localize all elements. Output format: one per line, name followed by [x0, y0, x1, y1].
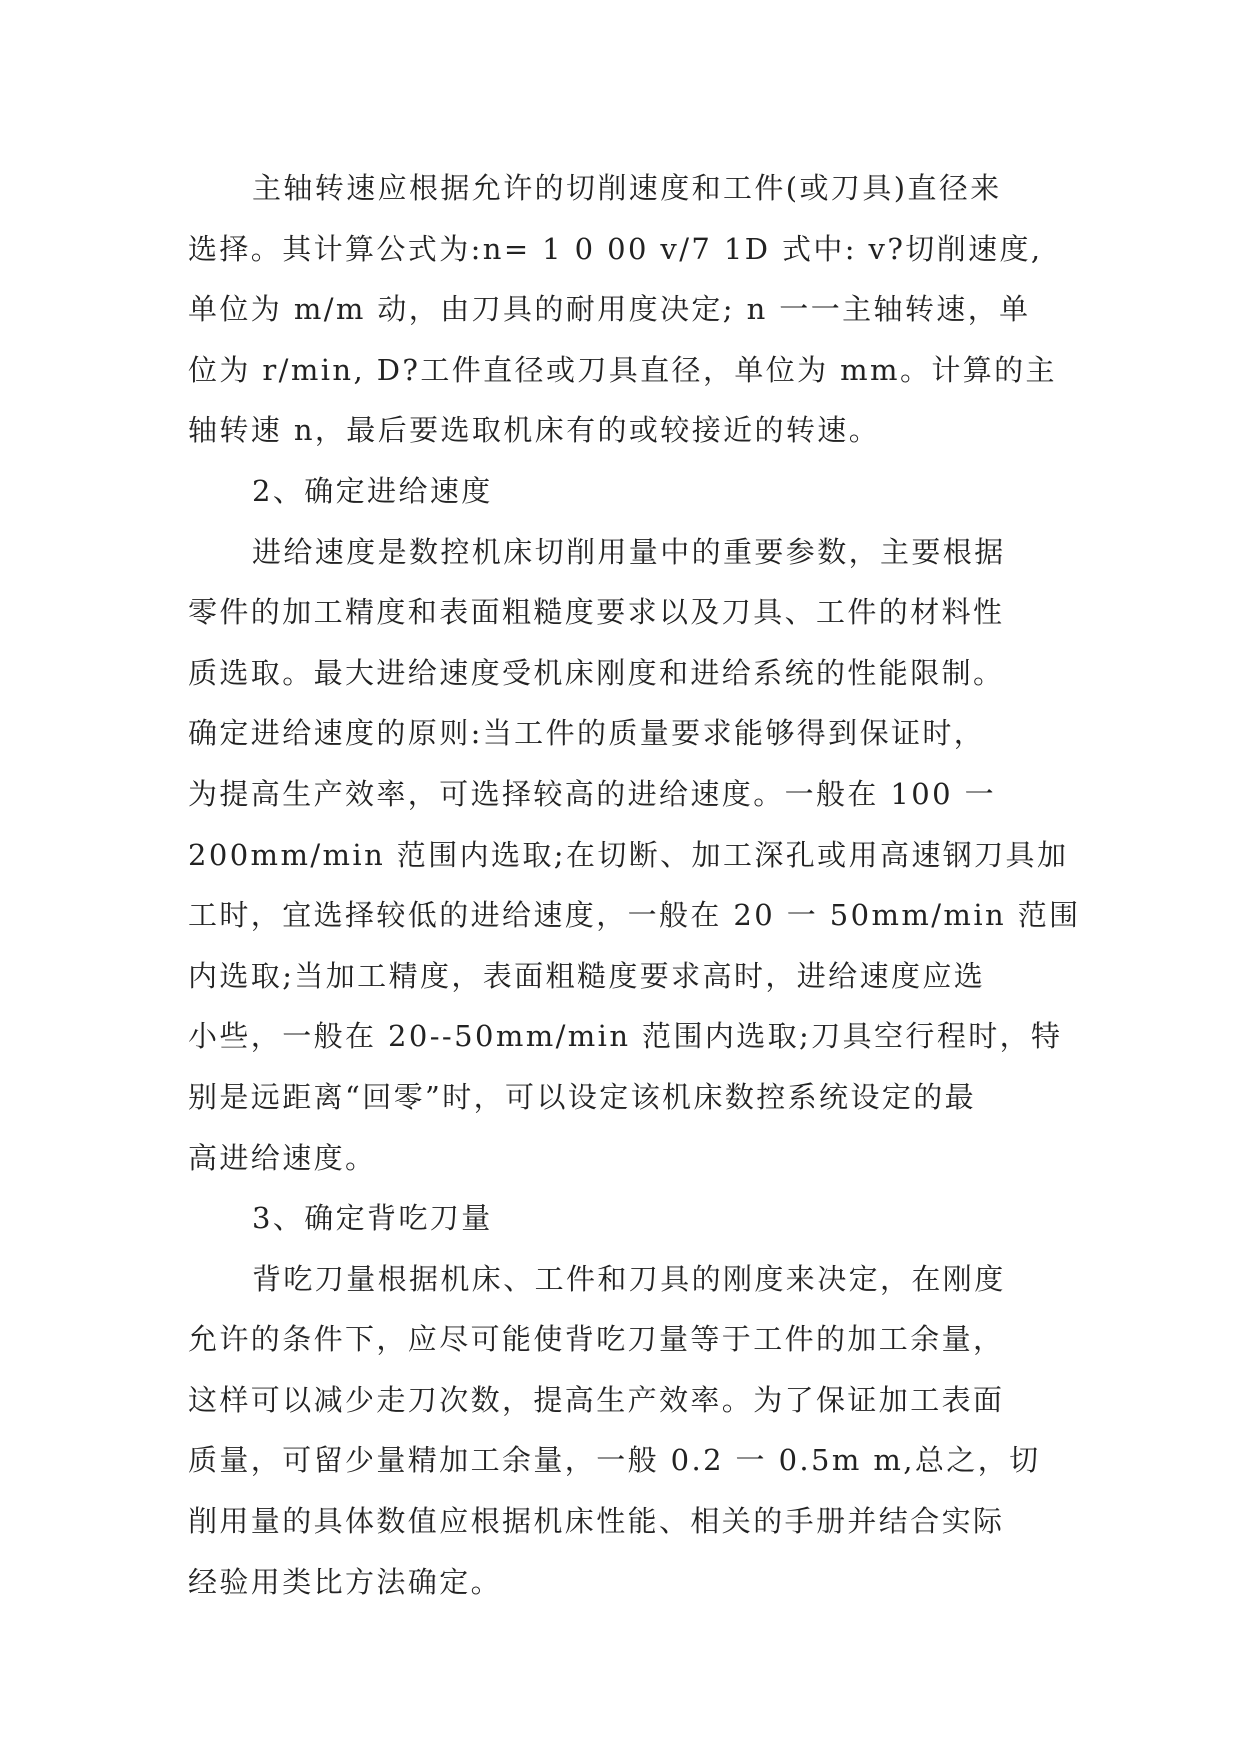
document-body	[188, 158, 1080, 1612]
text-line: 工时，宜选择较低的进给速度，一般在 20 一 50mm/min 范围	[188, 898, 1081, 933]
text-line: 选择。其计算公式为:n= 1 0 00 v/7 1D 式中: v?切削速度,	[188, 231, 1043, 266]
text-line: 高进给速度。	[188, 1140, 377, 1175]
text-line: 主轴转速应根据允许的切削速度和工件(或刀具)直径来	[252, 171, 1002, 205]
text-line: 质选取。最大进给速度受机床刚度和进给系统的性能限制。	[188, 655, 1005, 690]
text-line: 削用量的具体数值应根据机床性能、相关的手册并结合实际	[188, 1504, 1005, 1539]
text-line: 允许的条件下，应尽可能使背吃刀量等于工件的加工余量，	[188, 1322, 1005, 1357]
heading-text: 2、确定进给速度	[252, 473, 493, 508]
section-heading-feed-rate	[188, 461, 1080, 522]
paragraph-depth-of-cut	[188, 1249, 1080, 1613]
text-line: 小些，一般在 20--50mm/min 范围内选取;刀具空行程时，特	[188, 1019, 1063, 1054]
text-line: 别是远距离“回零”时，可以设定该机床数控系统设定的最	[188, 1079, 977, 1114]
paragraph-feed-rate	[188, 522, 1080, 1189]
text-line: 这样可以减少走刀次数，提高生产效率。为了保证加工表面	[188, 1382, 1005, 1417]
text-line: 轴转速 n，最后要选取机床有的或较接近的转速。	[188, 413, 881, 448]
text-line: 确定进给速度的原则:当工件的质量要求能够得到保证时，	[188, 716, 986, 751]
text-line: 进给速度是数控机床切削用量中的重要参数，主要根据	[252, 534, 1006, 569]
text-line: 内选取;当加工精度，表面粗糙度要求高时，进给速度应选	[188, 958, 986, 993]
text-line: 零件的加工精度和表面粗糙度要求以及刀具、工件的材料性	[188, 595, 1005, 630]
text-line: 位为 r/min, D?工件直径或刀具直径，单位为 mm。计算的主	[188, 352, 1057, 387]
text-line: 单位为 m/m 动，由刀具的耐用度决定; n 一一主轴转速，单	[188, 292, 1031, 327]
heading-text: 3、确定背吃刀量	[252, 1201, 493, 1236]
text-line: 200mm/min 范围内选取;在切断、加工深孔或用高速钢刀具加	[188, 837, 1069, 872]
text-line: 经验用类比方法确定。	[188, 1564, 503, 1599]
section-heading-depth-of-cut	[188, 1188, 1080, 1249]
text-line: 质量，可留少量精加工余量，一般 0.2 一 0.5m m,总之，切	[188, 1443, 1041, 1478]
paragraph-spindle-speed	[188, 158, 1080, 461]
text-line: 背吃刀量根据机床、工件和刀具的刚度来决定，在刚度	[252, 1261, 1006, 1296]
text-line: 为提高生产效率，可选择较高的进给速度。一般在 100 一	[188, 776, 996, 811]
